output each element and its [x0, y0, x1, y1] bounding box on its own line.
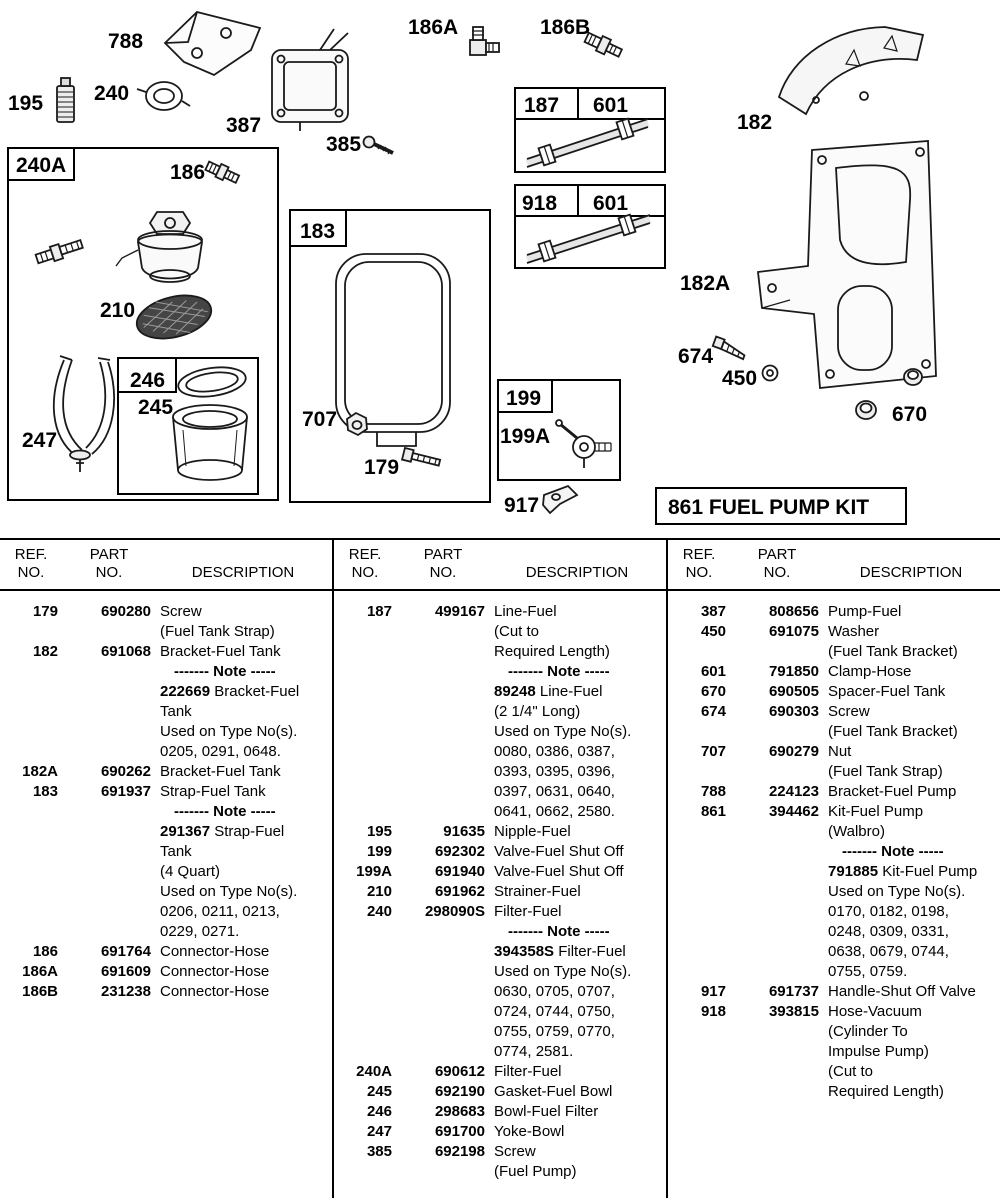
ref-no-header: REF. NO. [348, 546, 382, 581]
part-no: 691700 [434, 1123, 485, 1140]
table-row-210 [334, 882, 666, 902]
table-row-240 [334, 902, 666, 1062]
part-handle-shut-off-valve-917 [543, 486, 577, 513]
table-row-186a [0, 962, 332, 982]
part-bracket-fuel-tank-182a [758, 141, 936, 388]
description-line: 0080, 0386, 0387, [494, 743, 615, 760]
description-line: Used on Type No(s). [160, 723, 298, 740]
table-row-385 [334, 1142, 666, 1182]
description-line: 0205, 0291, 0648. [160, 743, 281, 760]
description-line: Clamp-Hose [828, 663, 912, 680]
description [494, 862, 664, 882]
table-row-199 [334, 842, 666, 862]
callout-674: 674 [678, 345, 714, 368]
description [160, 782, 330, 942]
part-bracket-fuel-pump-788 [165, 12, 260, 75]
description [828, 602, 998, 622]
table-row-182a [0, 762, 332, 782]
description [828, 742, 998, 782]
description [828, 982, 998, 1002]
part-no: 691764 [100, 943, 151, 960]
table-row-918 [668, 1002, 1000, 1102]
description-header: DESCRIPTION [191, 564, 295, 581]
part-no: 691075 [768, 623, 819, 640]
description-line: Connector-Hose [160, 943, 270, 960]
ref-no: 240 [366, 903, 392, 920]
callout-240a: 240A [16, 154, 67, 177]
part-no: 690280 [100, 603, 151, 620]
part-no: 690279 [768, 743, 819, 760]
table-row-450 [668, 622, 1000, 662]
part-line-fuel-187 [527, 119, 648, 167]
description [494, 1062, 664, 1082]
ref-no: 247 [366, 1123, 392, 1140]
ref-no: 450 [700, 623, 726, 640]
part-no: 690612 [434, 1063, 485, 1080]
ref-no: 186A [22, 963, 58, 980]
description-line: Hose-Vacuum [828, 1003, 922, 1020]
description-line: Pump-Fuel [828, 603, 902, 620]
description-line: (Fuel Tank Strap) [828, 763, 943, 780]
description-line: ------- Note ----- [508, 663, 610, 680]
part-no: 692302 [434, 843, 485, 860]
ref-no: 187 [366, 603, 392, 620]
description-line: (Fuel Tank Bracket) [828, 643, 958, 660]
table-row-601 [668, 662, 1000, 682]
table-row-179 [0, 602, 332, 642]
ref-no: 861 [700, 803, 726, 820]
ref-no: 240A [356, 1063, 392, 1080]
table-row-246 [334, 1102, 666, 1122]
ref-no: 182A [22, 763, 58, 780]
description-line: Screw [494, 1143, 536, 1160]
description [494, 1122, 664, 1142]
description-line: 0774, 2581. [494, 1043, 574, 1060]
part-valve-fuel-shut-off-199a [556, 420, 611, 468]
callout-179: 179 [364, 456, 400, 479]
part-no: 690262 [100, 763, 151, 780]
description-line: 0724, 0744, 0750, [494, 1003, 615, 1020]
description-line: Tank [160, 703, 192, 720]
description [494, 882, 664, 902]
description [494, 602, 664, 822]
description [494, 822, 664, 842]
description-line: 0248, 0309, 0331, [828, 923, 949, 940]
description [494, 1082, 664, 1102]
table-row-182 [0, 642, 332, 762]
description-line: 291367 Strap-Fuel [160, 823, 285, 840]
part-nipple-fuel-195 [57, 78, 74, 122]
description [160, 942, 330, 962]
description-line: Tank [160, 843, 192, 860]
part-no: 691962 [434, 883, 485, 900]
callout-182a: 182A [680, 272, 731, 295]
description-line: ------- Note ----- [842, 843, 944, 860]
description-line: Gasket-Fuel Bowl [494, 1083, 613, 1100]
table-row-674 [668, 702, 1000, 742]
header-col-1 [0, 540, 332, 589]
description [160, 762, 330, 782]
description-line: Strap-Fuel Tank [160, 783, 266, 800]
part-no: 691937 [100, 783, 151, 800]
description-line: (Fuel Pump) [494, 1163, 577, 1180]
description-line: (2 1/4" Long) [494, 703, 581, 720]
description-line: Bowl-Fuel Filter [494, 1103, 599, 1120]
part-screw-fuel-tank-strap-179 [402, 448, 441, 469]
description-line: Strainer-Fuel [494, 883, 581, 900]
table-row-861 [668, 802, 1000, 982]
callout-918: 918 [522, 192, 558, 215]
description-line: Valve-Fuel Shut Off [494, 843, 624, 860]
table-row-195 [334, 822, 666, 842]
description-line: (Fuel Tank Strap) [160, 623, 275, 640]
description-line: Nipple-Fuel [494, 823, 571, 840]
description-line: Bracket-Fuel Tank [160, 643, 281, 660]
table-row-670 [668, 682, 1000, 702]
description [828, 622, 998, 662]
description-line: Connector-Hose [160, 983, 270, 1000]
description-line: (Walbro) [828, 823, 885, 840]
table-row-917 [668, 982, 1000, 1002]
description-line: Required Length) [494, 643, 610, 660]
description [160, 602, 330, 642]
description-line: 0170, 0182, 0198, [828, 903, 949, 920]
ref-no: 199 [366, 843, 392, 860]
callout-182: 182 [737, 111, 773, 134]
description [828, 802, 998, 982]
description [160, 642, 330, 762]
part-no: 692198 [434, 1143, 485, 1160]
exploded-view-diagram [0, 0, 1000, 538]
part-no: 690505 [768, 683, 819, 700]
table-column-2 [332, 591, 666, 1198]
description-line: 394358S Filter-Fuel [494, 943, 626, 960]
description-line: Connector-Hose [160, 963, 270, 980]
table-row-240a [334, 1062, 666, 1082]
ref-no: 183 [32, 783, 58, 800]
table-body [0, 591, 1000, 1198]
part-no: 394462 [768, 803, 819, 820]
callout-788: 788 [108, 30, 144, 53]
part-no: 224123 [768, 783, 819, 800]
ref-no: 601 [700, 663, 726, 680]
description-line: Nut [828, 743, 852, 760]
ref-no: 246 [366, 1103, 392, 1120]
callout-385: 385 [326, 133, 362, 156]
part-no-header: PART NO. [423, 546, 463, 581]
table-row-186 [0, 942, 332, 962]
description-line: Used on Type No(s). [494, 963, 632, 980]
ref-no: 670 [700, 683, 726, 700]
callout-917: 917 [504, 494, 540, 517]
table-header [0, 540, 1000, 591]
table-row-199a [334, 862, 666, 882]
callout-247: 247 [22, 429, 58, 452]
description-line: 222669 Bracket-Fuel [160, 683, 300, 700]
description-line: 0638, 0679, 0744, [828, 943, 949, 960]
description-line: Used on Type No(s). [828, 883, 966, 900]
description [160, 962, 330, 982]
callout-245: 245 [138, 396, 174, 419]
part-no: 690303 [768, 703, 819, 720]
parts-table [0, 538, 1000, 1198]
ref-no: 917 [700, 983, 726, 1000]
part-hose-vacuum-918 [527, 215, 650, 263]
description [494, 1102, 664, 1122]
ref-no: 195 [366, 823, 392, 840]
table-row-183 [0, 782, 332, 942]
ref-no: 387 [700, 603, 726, 620]
table-column-1 [0, 591, 332, 1198]
ref-no: 179 [32, 603, 58, 620]
part-no: 91635 [443, 823, 485, 840]
description-line: Bracket-Fuel Pump [828, 783, 957, 800]
callout-670: 670 [892, 403, 928, 426]
callout-186: 186 [170, 161, 206, 184]
callout-186a: 186A [408, 16, 459, 39]
description-line: Yoke-Bowl [494, 1123, 565, 1140]
table-row-387 [668, 602, 1000, 622]
part-no: 393815 [768, 1003, 819, 1020]
description-line: ------- Note ----- [174, 803, 276, 820]
part-bowl-fuel-filter-246 [173, 405, 247, 480]
description-line: Impulse Pump) [828, 1043, 929, 1060]
description-line: Required Length) [828, 1083, 944, 1100]
part-gasket-fuel-bowl-245 [176, 363, 247, 400]
table-column-3 [666, 591, 1000, 1198]
description-line: 0755, 0759, 0770, [494, 1023, 615, 1040]
ref-no-header: REF. NO. [14, 546, 48, 581]
description [494, 842, 664, 862]
description-header: DESCRIPTION [525, 564, 629, 581]
description-line: Screw [160, 603, 202, 620]
description-line: 0755, 0759. [828, 963, 908, 980]
ref-no: 182 [32, 643, 58, 660]
description-line: ------- Note ----- [508, 923, 610, 940]
ref-no-header: REF. NO. [682, 546, 716, 581]
callout-186b: 186B [540, 16, 591, 39]
ref-no: 918 [700, 1003, 726, 1020]
header-col-2 [332, 540, 666, 589]
description-line: ------- Note ----- [174, 663, 276, 680]
ref-no: 707 [700, 743, 726, 760]
description [160, 982, 330, 1002]
part-no: 791850 [768, 663, 819, 680]
part-no-header: PART NO. [89, 546, 129, 581]
table-row-788 [668, 782, 1000, 802]
part-no: 692190 [434, 1083, 485, 1100]
part-strainer-fuel-210 [132, 288, 215, 345]
parts-diagram-canvas [0, 0, 1000, 538]
description-line: Filter-Fuel [494, 1063, 562, 1080]
part-no: 691068 [100, 643, 151, 660]
description [828, 782, 998, 802]
part-no: 808656 [768, 603, 819, 620]
table-row-187 [334, 602, 666, 822]
description-line: 0397, 0631, 0640, [494, 783, 615, 800]
part-connector-hose-186 [205, 159, 241, 186]
part-no-header: PART NO. [757, 546, 797, 581]
description-line: 0393, 0395, 0396, [494, 763, 615, 780]
description-line: 89248 Line-Fuel [494, 683, 603, 700]
description-line: Screw [828, 703, 870, 720]
part-no: 298090S [424, 903, 485, 920]
description-line: 791885 Kit-Fuel Pump [828, 863, 978, 880]
description-line: Line-Fuel [494, 603, 557, 620]
part-no: 691940 [434, 863, 485, 880]
description-line: Used on Type No(s). [160, 883, 298, 900]
description-line: Handle-Shut Off Valve [828, 983, 976, 1000]
description-line: (Cylinder To [828, 1023, 908, 1040]
ref-no: 210 [366, 883, 392, 900]
ref-no: 245 [366, 1083, 392, 1100]
callout-183: 183 [300, 220, 336, 243]
callout-387: 387 [226, 114, 262, 137]
header-col-3 [666, 540, 1000, 589]
description-line: Used on Type No(s). [494, 723, 632, 740]
ref-no: 788 [700, 783, 726, 800]
description-line: Bracket-Fuel Tank [160, 763, 281, 780]
description-line: 0630, 0705, 0707, [494, 983, 615, 1000]
part-pump-fuel-387 [272, 29, 348, 131]
description-line: Washer [828, 623, 880, 640]
description-line: (Cut to [828, 1063, 874, 1080]
table-row-247 [334, 1122, 666, 1142]
part-no: 691737 [768, 983, 819, 1000]
part-yoke-bowl-247 [54, 356, 114, 472]
description [828, 702, 998, 742]
ref-no: 186 [32, 943, 58, 960]
table-row-707 [668, 742, 1000, 782]
callout-187: 187 [524, 94, 560, 117]
description-line: Filter-Fuel [494, 903, 562, 920]
part-screw-fuel-tank-bracket-674 [712, 337, 747, 360]
description [494, 902, 664, 1062]
description [828, 1002, 998, 1102]
part-screw-fuel-pump-385 [364, 137, 394, 155]
description-line: 0229, 0271. [160, 923, 240, 940]
part-filter-fuel-240 [137, 82, 190, 110]
callout-601: 601 [593, 192, 629, 215]
description-line: 0641, 0662, 2580. [494, 803, 615, 820]
callout-195: 195 [8, 92, 44, 115]
callout-707: 707 [302, 408, 338, 431]
table-row-245 [334, 1082, 666, 1102]
callout-246: 246 [130, 369, 166, 392]
description-line: Valve-Fuel Shut Off [494, 863, 624, 880]
callout-210: 210 [100, 299, 136, 322]
ref-no: 186B [22, 983, 58, 1000]
description-line: 0206, 0211, 0213, [160, 903, 280, 920]
callout-240: 240 [94, 82, 130, 105]
description-line: (Fuel Tank Bracket) [828, 723, 958, 740]
part-washer-450 [763, 366, 778, 381]
part-drawings [35, 12, 936, 513]
description-line: Kit-Fuel Pump [828, 803, 924, 820]
callout-450: 450 [722, 367, 758, 390]
description [828, 662, 998, 682]
part-no: 231238 [100, 983, 151, 1000]
part-bracket-fuel-tank-182 [779, 27, 923, 114]
description-line: (4 Quart) [160, 863, 221, 880]
callout-199: 199 [506, 387, 542, 410]
table-row-186b [0, 982, 332, 1002]
description-header: DESCRIPTION [859, 564, 963, 581]
part-no: 298683 [434, 1103, 485, 1120]
description-line: (Cut to [494, 623, 540, 640]
part-no: 691609 [100, 963, 151, 980]
ref-no: 199A [356, 863, 392, 880]
part-connector-hose-elbow-186a [470, 27, 499, 55]
part-nut-707 [347, 413, 367, 435]
description [828, 682, 998, 702]
callout-199a: 199A [500, 425, 551, 448]
description-line: Spacer-Fuel Tank [828, 683, 946, 700]
description [494, 1142, 664, 1182]
part-filter-head-240a [116, 212, 202, 282]
callout-861-fuel-pump-kit: 861 FUEL PUMP KIT [668, 496, 870, 519]
ref-no: 674 [700, 703, 726, 720]
part-no: 499167 [434, 603, 485, 620]
part-fitting-240a [35, 237, 84, 266]
callout-601: 601 [593, 94, 629, 117]
ref-no: 385 [366, 1143, 392, 1160]
